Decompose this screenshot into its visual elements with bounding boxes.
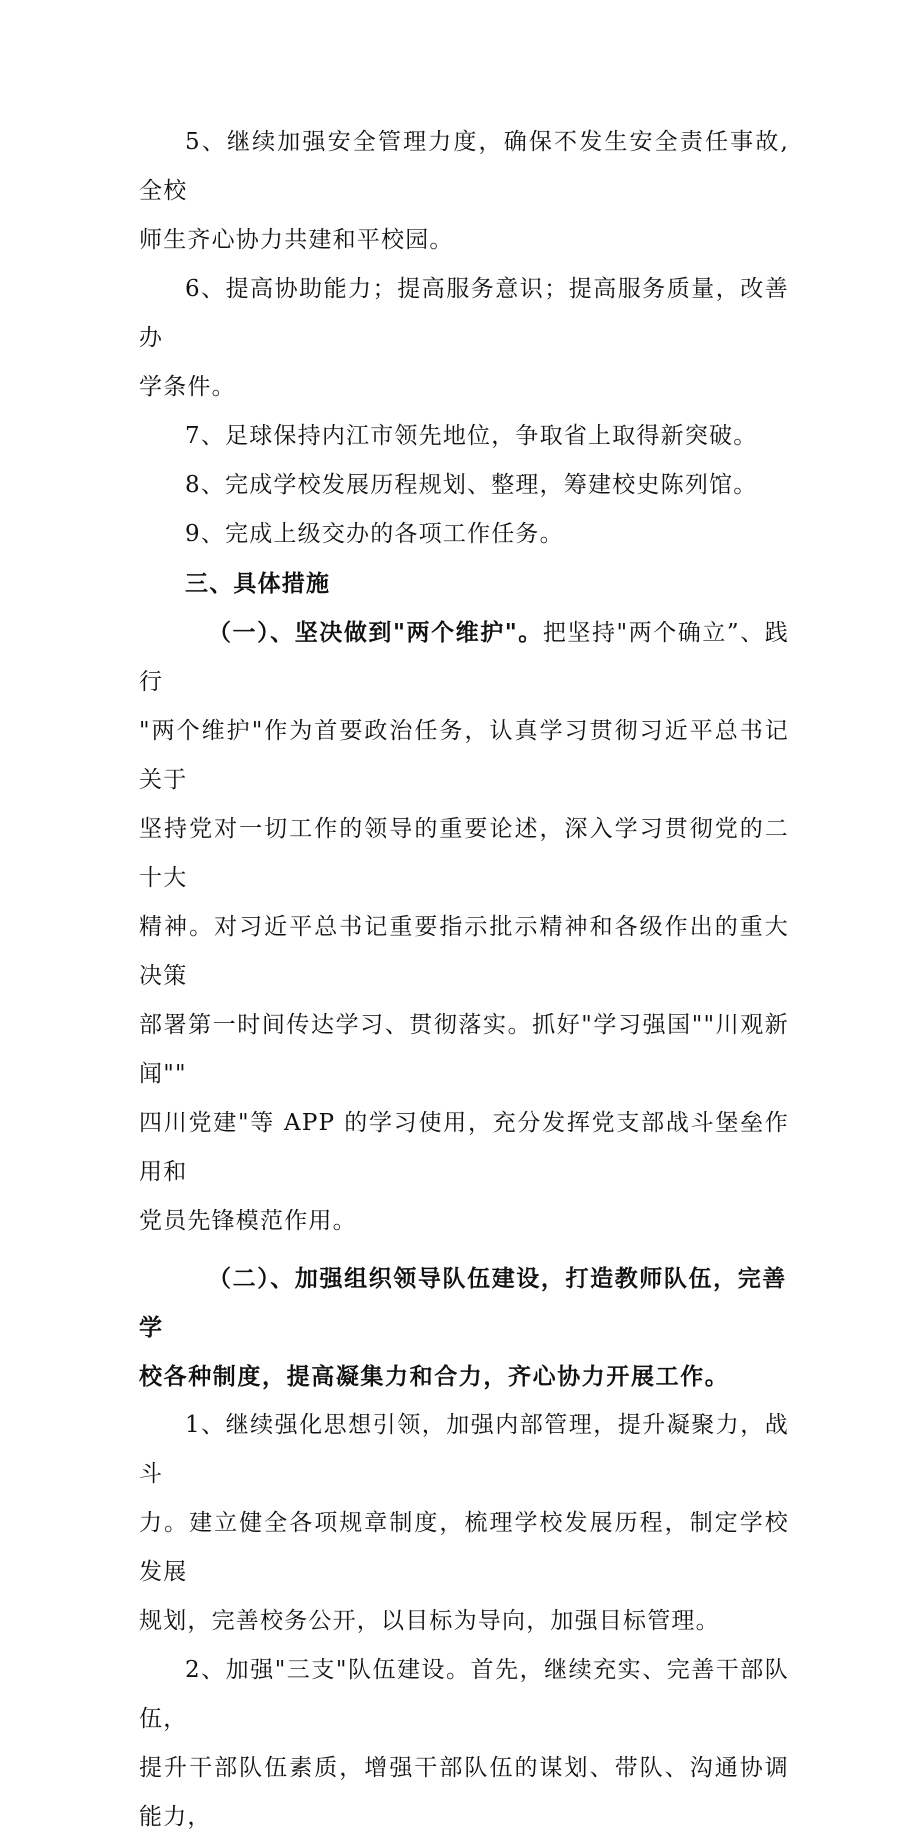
text-line: 1、继续强化思想引领，加强内部管理，提升凝聚力，战斗 xyxy=(139,1412,789,1487)
text-line: 8、完成学校发展历程规划、整理，筹建校史陈列馆。 xyxy=(185,472,758,498)
text-line: 党员先锋模范作用。 xyxy=(139,1208,357,1234)
text-line: 精神。对习近平总书记重要指示批示精神和各级作出的重大决策 xyxy=(139,914,789,989)
measure-title-rest: 把坚持"两个确立”、践行 xyxy=(139,620,789,695)
text-line: 校各种制度，提高凝集力和合力，齐心协力开展工作。 xyxy=(139,1363,730,1390)
text-line: 5、继续加强安全管理力度，确保不发生安全责任事故,全校 xyxy=(139,129,789,204)
text-line: 部署第一时间传达学习、贯彻落实。抓好"学习强国""川观新闻"" xyxy=(139,1012,789,1087)
list-item xyxy=(139,265,789,412)
text-line: 6、提高协助能力；提高服务意识；提高服务质量，改善办 xyxy=(139,276,789,351)
list-item xyxy=(139,412,789,461)
text-line: 师生齐心协力共建和平校园。 xyxy=(139,227,454,253)
measure-title: （一）、坚决做到"两个维护"。 xyxy=(208,619,543,646)
list-item xyxy=(139,118,789,265)
list-item xyxy=(139,461,789,510)
text-line: （二）、加强组织领导队伍建设，打造教师队伍，完善学 xyxy=(139,1265,787,1341)
measure-paragraph-bold xyxy=(139,1254,789,1401)
text-line: 力。建立健全各项规章制度，梳理学校发展历程，制定学校发展 xyxy=(139,1510,789,1585)
document-body xyxy=(139,118,789,1842)
text-line: 提升干部队伍素质，增强干部队伍的谋划、带队、沟通协调能力， xyxy=(139,1755,789,1830)
text-line: 四川党建"等 APP 的学习使用，充分发挥党支部战斗堡垒作用和 xyxy=(139,1110,789,1185)
text-line: 规划，完善校务公开，以目标为导向，加强目标管理。 xyxy=(139,1608,720,1634)
text-line: 7、足球保持内江市领先地位，争取省上取得新突破。 xyxy=(185,423,758,449)
text-line xyxy=(139,608,789,707)
sub-paragraph xyxy=(139,1401,789,1646)
text-line: 坚持党对一切工作的领导的重要论述，深入学习贯彻党的二十大 xyxy=(139,816,789,891)
measure-paragraph xyxy=(139,608,789,1246)
list-item xyxy=(139,510,789,559)
text-line: 学条件。 xyxy=(139,374,236,400)
section-heading: 三、具体措施 xyxy=(185,570,331,597)
text-line: 9、完成上级交办的各项工作任务。 xyxy=(185,521,564,547)
text-line: "两个维护"作为首要政治任务，认真学习贯彻习近平总书记关于 xyxy=(139,718,789,793)
sub-paragraph xyxy=(139,1646,789,1842)
text-line: 2、加强"三支"队伍建设。首先，继续充实、完善干部队伍， xyxy=(139,1657,789,1732)
